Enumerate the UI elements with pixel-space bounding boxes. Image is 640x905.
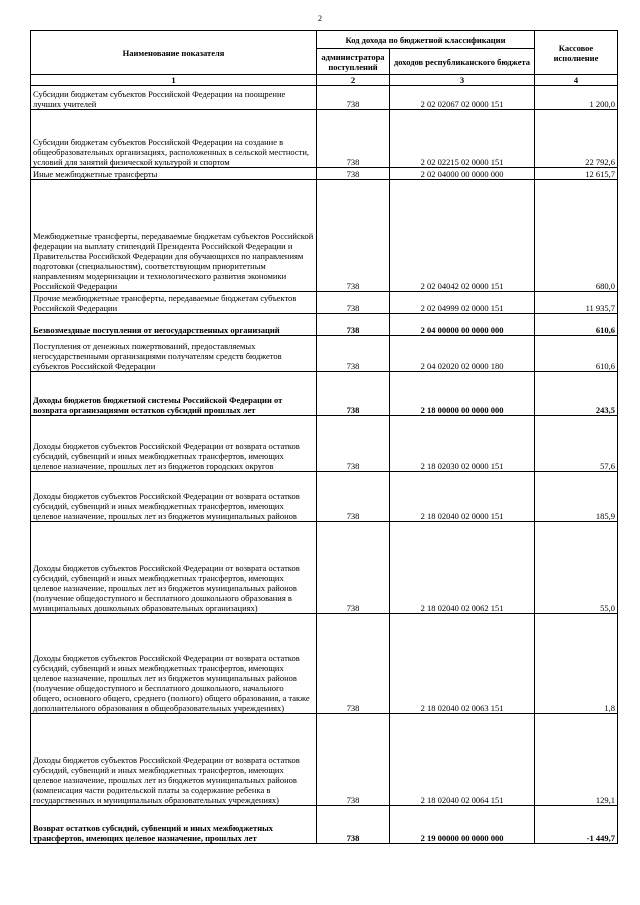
- row-name: Доходы бюджетов субъектов Российской Федерации от возврата остатков субсидий, субвенций и иных межбюджетных трансфертов, имеющих целевое назначение, прошлых лет из бюджетов муниципальных районов: [31, 472, 317, 522]
- row-revenue-code: 2 19 00000 00 0000 000: [390, 806, 535, 844]
- col-num-4: 4: [535, 75, 618, 86]
- row-revenue-code: 2 02 04000 00 0000 000: [390, 168, 535, 180]
- row-revenue-code: 2 18 02040 02 0000 151: [390, 472, 535, 522]
- table-row: [31, 372, 618, 416]
- table-row: [31, 614, 618, 714]
- header-name: Наименование показателя: [31, 31, 317, 75]
- row-name: Субсидии бюджетам субъектов Российской Федерации на поощрение лучших учителей: [31, 86, 317, 110]
- row-amount: 22 792,6: [535, 110, 618, 168]
- col-num-1: 1: [31, 75, 317, 86]
- col-num-2: 2: [317, 75, 390, 86]
- row-revenue-code: 2 02 02067 02 0000 151: [390, 86, 535, 110]
- row-admin-code: 738: [317, 372, 390, 416]
- row-revenue-code: 2 18 02040 02 0062 151: [390, 522, 535, 614]
- row-name: Доходы бюджетов субъектов Российской Федерации от возврата остатков субсидий, субвенций и иных межбюджетных трансфертов, имеющих целевое назначение, прошлых лет из бюджетов городских округов: [31, 416, 317, 472]
- row-amount: 12 615,7: [535, 168, 618, 180]
- row-name: Возврат остатков субсидий, субвенций и иных межбюджетных трансфертов, имеющих целевое назначение, прошлых лет: [31, 806, 317, 844]
- header-revenue: доходов республиканского бюджета: [390, 49, 535, 75]
- table-row: [31, 336, 618, 372]
- row-amount: 1,8: [535, 614, 618, 714]
- row-amount: 57,6: [535, 416, 618, 472]
- table-row: [31, 168, 618, 180]
- row-name: Доходы бюджетов бюджетной системы Российской Федерации от возврата организациями остатков субсидий прошлых лет: [31, 372, 317, 416]
- row-revenue-code: 2 18 02040 02 0064 151: [390, 714, 535, 806]
- row-revenue-code: 2 04 02020 02 0000 180: [390, 336, 535, 372]
- row-admin-code: 738: [317, 110, 390, 168]
- row-name: Доходы бюджетов субъектов Российской Федерации от возврата остатков субсидий, субвенций и иных межбюджетных трансфертов, имеющих целевое назначение, прошлых лет из бюджетов муниципальных районов (получение общедоступного и бесплатного дошкольного, начального общего, основного общего, среднего (полного) общего образования, а также дополнительного образования в общеобразовательных учреждениях): [31, 614, 317, 714]
- table-row: [31, 806, 618, 844]
- table-row: [31, 292, 618, 314]
- row-amount: 129,1: [535, 714, 618, 806]
- row-amount: 680,0: [535, 180, 618, 292]
- table-row: [31, 180, 618, 292]
- row-admin-code: 738: [317, 180, 390, 292]
- row-name: Иные межбюджетные трансферты: [31, 168, 317, 180]
- row-name: Прочие межбюджетные трансферты, передаваемые бюджетам субъектов Российской Федерации: [31, 292, 317, 314]
- row-admin-code: 738: [317, 806, 390, 844]
- table-row: [31, 416, 618, 472]
- row-revenue-code: 2 18 02030 02 0000 151: [390, 416, 535, 472]
- row-amount: 243,5: [535, 372, 618, 416]
- table-row: [31, 86, 618, 110]
- row-name: Субсидии бюджетам субъектов Российской Федерации на создание в общеобразовательных организациях, расположенных в сельской местности, условий для занятий физической культурой и спортом: [31, 110, 317, 168]
- header-code-group: Код дохода по бюджетной классификации: [317, 31, 535, 49]
- row-admin-code: 738: [317, 714, 390, 806]
- row-amount: 1 200,0: [535, 86, 618, 110]
- row-revenue-code: 2 02 04999 02 0000 151: [390, 292, 535, 314]
- table-row: [31, 714, 618, 806]
- table-row: [31, 110, 618, 168]
- row-name: Поступления от денежных пожертвований, предоставляемых негосударственными организациями получателям средств бюджетов субъектов Российской Федерации: [31, 336, 317, 372]
- row-admin-code: 738: [317, 314, 390, 336]
- table-row: [31, 472, 618, 522]
- row-admin-code: 738: [317, 522, 390, 614]
- row-amount: 55,0: [535, 522, 618, 614]
- row-revenue-code: 2 04 00000 00 0000 000: [390, 314, 535, 336]
- row-amount: 610,6: [535, 314, 618, 336]
- col-num-3: 3: [390, 75, 535, 86]
- row-name: Межбюджетные трансферты, передаваемые бюджетам субъектов Российской федерации на выплату стипендий Президента Российской Федерации и Правительства Российской Федерации для обучающихся по направлениям подготовки (специальностям), соответствующим приоритетным направлениям модернизации и технологического развития экономики Российской Федерации: [31, 180, 317, 292]
- header-exec: Кассовое исполнение: [535, 31, 618, 75]
- row-revenue-code: 2 02 02215 02 0000 151: [390, 110, 535, 168]
- row-admin-code: 738: [317, 614, 390, 714]
- header-admin: администратора поступлений: [317, 49, 390, 75]
- row-amount: 185,9: [535, 472, 618, 522]
- row-revenue-code: 2 18 02040 02 0063 151: [390, 614, 535, 714]
- row-amount: -1 449,7: [535, 806, 618, 844]
- row-admin-code: 738: [317, 292, 390, 314]
- revenue-table: [30, 30, 618, 844]
- row-revenue-code: 2 02 04042 02 0000 151: [390, 180, 535, 292]
- page-number: 2: [318, 14, 322, 23]
- row-name: Доходы бюджетов субъектов Российской Федерации от возврата остатков субсидий, субвенций и иных межбюджетных трансфертов, имеющих целевое назначение, прошлых лет из бюджетов муниципальных районов (получение общедоступного и бесплатного дошкольного образования в муниципальных дошкольных образовательных организациях): [31, 522, 317, 614]
- row-admin-code: 738: [317, 168, 390, 180]
- row-admin-code: 738: [317, 416, 390, 472]
- row-name: Доходы бюджетов субъектов Российской Федерации от возврата остатков субсидий, субвенций и иных межбюджетных трансфертов, имеющих целевое назначение, прошлых лет из бюджетов муниципальных районов (компенсация части родительской платы за содержание ребенка в государственных и муниципальных образовательных учреждениях): [31, 714, 317, 806]
- row-name: Безвозмездные поступления от негосударственных организаций: [31, 314, 317, 336]
- row-admin-code: 738: [317, 472, 390, 522]
- row-admin-code: 738: [317, 86, 390, 110]
- row-revenue-code: 2 18 00000 00 0000 000: [390, 372, 535, 416]
- table-row: [31, 314, 618, 336]
- table-row: [31, 522, 618, 614]
- row-amount: 610,6: [535, 336, 618, 372]
- row-admin-code: 738: [317, 336, 390, 372]
- row-amount: 11 935,7: [535, 292, 618, 314]
